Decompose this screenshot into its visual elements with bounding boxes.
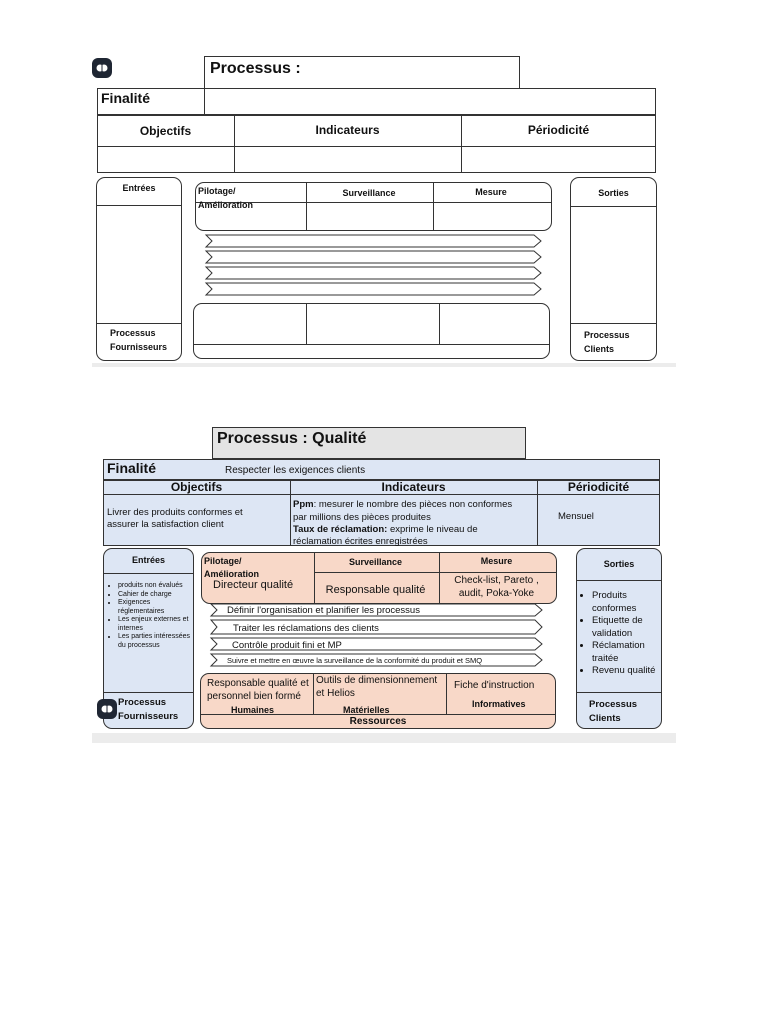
q-humaines-value-line2: personnel bien formé [207,691,301,702]
quality-header-box [212,427,526,459]
q-surveillance-value: Responsable qualité [325,584,426,596]
q-periodicite-header: Périodicité [567,480,630,494]
q-entree-item: • Cahier de charge [118,591,192,600]
objectifs-header: Objectifs [139,124,192,138]
q-entrees-label: Entrées [131,555,166,565]
q-surveillance-label: Surveillance [348,557,403,567]
pilotage-label-line2: Amélioration [198,200,254,210]
q-indicateurs-header: Indicateurs [381,480,446,494]
q-mesure-label: Mesure [480,556,513,566]
q-sorties-footer-line2: Clients [589,713,621,724]
q-finalite-value: Respecter les exigences clients [225,465,366,476]
q-humaines-label: Humaines [231,705,275,715]
q-indicateur-ppm: Ppm: mesurer le nombre des pièces non conformes [293,499,513,510]
entrees-footer-line1: Processus [110,328,156,338]
q-activity-3: Contrôle produit fini et MP [232,640,342,651]
q-objectifs-line2: assurer la satisfaction client [107,519,224,530]
q-entrees-footer-line2: Fournisseurs [118,711,179,722]
surveillance-label: Surveillance [342,188,396,198]
q-sortie-item: • Revenu qualité [592,665,662,678]
q-activity-4: Suivre et mettre en œuvre la surveillance de la conformité du produit et SMQ [227,656,483,665]
pilotage-label-line1: Pilotage/ [198,186,236,196]
q-activity-1: Définir l'organisation et planifier les processus [227,605,420,616]
q-mesure-value-line1: Check-list, Pareto , [454,575,539,586]
brain-icon[interactable] [92,58,112,78]
q-finalite-row [103,459,660,480]
q-ressources-label: Ressources [349,716,407,727]
entrees-label: Entrées [122,183,156,193]
finalite-label: Finalité [101,90,151,106]
q-pilotage-label-line1: Pilotage/ [204,556,242,566]
q-informatives-value: Fiche d'instruction [454,680,535,691]
q-sortie-item: • Etiquette de validation [592,615,662,640]
finalite-row [97,88,656,115]
q-entree-item: • Les parties intéressées du processus [118,633,192,650]
q-entrees-footer-line1: Processus [118,697,167,708]
q-objectifs-header: Objectifs [170,480,223,494]
q-pilotage-label-line2: Amélioration [204,569,260,579]
sorties-label: Sorties [598,188,629,198]
q-materielles-label: Matérielles [343,705,390,715]
process-header-title: Processus : [210,60,301,77]
q-sorties-footer-line1: Processus [589,699,638,710]
q-sorties-list [578,590,662,678]
q-entrees-list [104,582,192,650]
ressources-panel [193,303,550,359]
entrees-footer-line2: Fournisseurs [110,342,168,352]
q-objectifs-line1: Livrer des produits conformes et [107,507,243,518]
sorties-footer-line2: Clients [584,344,615,354]
q-humaines-value-line1: Responsable qualité et [207,678,309,689]
quality-header-title: Processus : Qualité [217,430,367,447]
q-sorties-label: Sorties [603,559,635,569]
brain-icon[interactable] [97,699,117,719]
q-entree-item: • produits non évalués [118,582,192,591]
q-finalite-label: Finalité [107,460,157,476]
q-entree-item: • Exigences réglementaires [118,599,192,616]
q-periodicite-value: Mensuel [558,511,594,522]
q-entree-item: • Les enjeux externes et internes [118,616,192,633]
q-mesure-value-line2: audit, Poka-Yoke [458,588,535,599]
columns-value-row [97,146,656,173]
periodicite-header: Périodicité [527,123,590,137]
q-pilotage-value: Directeur qualité [213,579,294,591]
mesure-label: Mesure [475,187,507,197]
q-informatives-label: Informatives [472,699,526,709]
q-sortie-item: • Réclamation traitée [592,640,662,665]
sorties-footer-line1: Processus [584,330,630,340]
q-materielles-value-line1: Outils de dimensionnement [316,675,438,686]
process-header-box [204,56,520,89]
activity-arrows [200,233,545,301]
q-indicateur-taux: Taux de réclamation: exprime le niveau de [293,524,478,535]
q-indicateur-taux-line2: réclamation écrites enregistrées [293,536,428,547]
q-indicateur-ppm-line2: par millions des pièces produites [293,512,431,523]
q-activity-2: Traiter les réclamations des clients [233,623,379,634]
q-materielles-value-line2: et Helios [316,688,355,699]
q-sortie-item: • Produits conformes [592,590,662,615]
indicateurs-header: Indicateurs [315,123,380,137]
